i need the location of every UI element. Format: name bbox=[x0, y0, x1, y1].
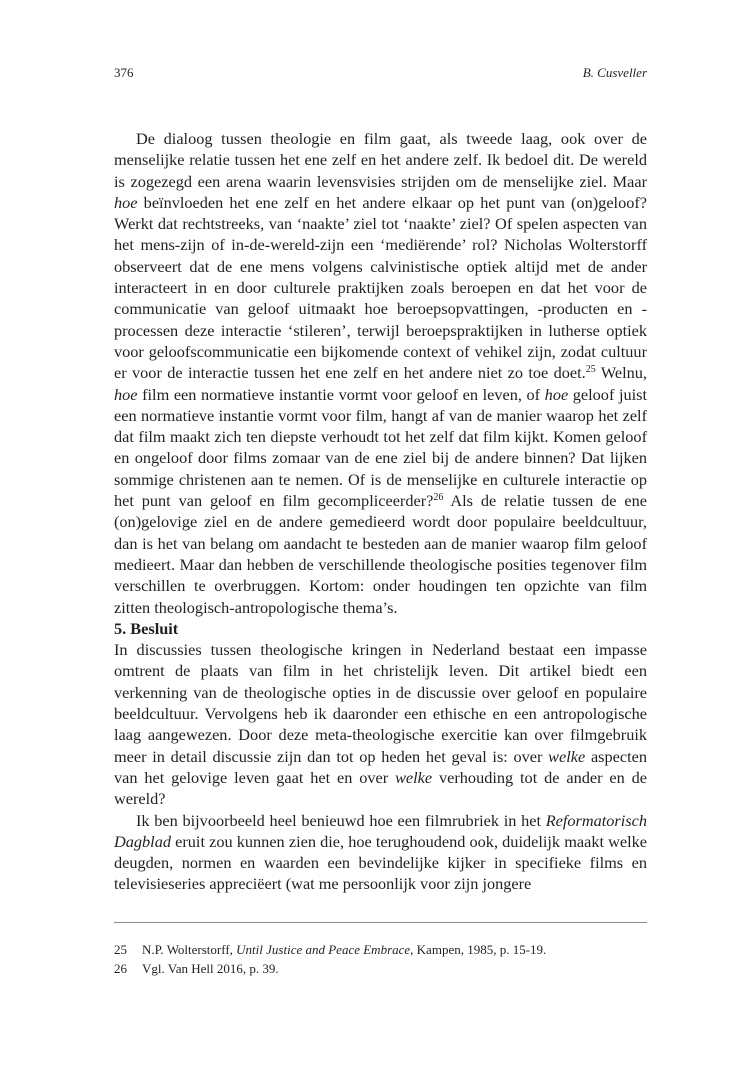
text-run: Welnu, bbox=[595, 363, 647, 383]
footnote-italic-title: Until Justice and Peace Embrace bbox=[236, 942, 411, 957]
running-head-author: B. Cusveller bbox=[582, 65, 647, 80]
text-run: film een normatieve instantie vormt voor geloof en leven, of bbox=[137, 384, 545, 404]
text-run: Als de relatie tussen de ene (on)gelovige ziel en de andere gemedieerd wordt door populaire beeldcultuur, dan is het van belang om aandacht te besteden aan de manier waarop film geloof medieert. Maar dan hebben de verschillende theologische posities tegenover film verschillen te overbruggen. Kortom: onder houdingen ten opzichte van film zitten theologisch-antropologische thema’s. bbox=[114, 491, 647, 617]
italic-emphasis: hoe bbox=[114, 384, 138, 404]
text-run: verhouding tot de ander en de wereld? bbox=[114, 767, 647, 809]
paragraph-besluit bbox=[114, 639, 647, 809]
text-run: aspecten van het gelovige leven gaat het en over bbox=[114, 746, 647, 787]
italic-emphasis: hoe bbox=[544, 384, 569, 404]
footnote-text: , Kampen, 1985, p. 15-19. bbox=[410, 942, 547, 957]
footnote-text: Vgl. Van Hell 2016, p. 39. bbox=[142, 961, 279, 976]
paragraph-dialoog bbox=[114, 128, 647, 618]
italic-emphasis: hoe bbox=[114, 192, 138, 212]
footnote-number: 25 bbox=[114, 942, 127, 957]
section-heading: 5. Besluit bbox=[114, 618, 179, 638]
footnotes bbox=[114, 940, 647, 978]
footnote-ref-25[interactable]: 25 bbox=[585, 364, 596, 376]
footnote-text: N.P. Wolterstorff, bbox=[142, 942, 237, 957]
italic-emphasis: welke bbox=[548, 746, 586, 766]
footnote-26 bbox=[114, 959, 647, 978]
footnote-number: 26 bbox=[114, 961, 127, 976]
footnote-divider bbox=[114, 922, 647, 923]
footnote-25 bbox=[114, 940, 647, 959]
text-run: Ik ben bijvoorbeeld heel benieuwd hoe een filmrubriek in het bbox=[136, 810, 546, 830]
body-text bbox=[114, 128, 647, 895]
paragraph-benieuwd bbox=[114, 810, 647, 895]
text-run: geloof juist een normatieve instantie vormt voor film, hangt af van de manier waarop het zelf dat film maakt zich ten diepste verhoudt tot het zelf dat film kijkt. Komen geloof en ongeloof door films zomaar van de ene ziel bij de andere binnen? Dat lijken sommige christenen aan te nemen. Of is de menselijke en culturele interactie op het punt van geloof en film gecompliceerder? bbox=[114, 384, 647, 511]
text-run: In discussies tussen theologische kringen in Nederland bestaat een impasse omtrent de plaats van film in het christelijk leven. Dit artikel biedt een verkenning van de theologische opties in de discussie over geloof en populaire beeldcultuur. Vervolgens heb ik daaronder een ethische en een antropologische laag aangewezen. Door deze meta-theologische exercitie kan over filmgebruik meer in detail discussie zijn dan tot op heden het geval is: over bbox=[114, 640, 647, 766]
text-run: eruit zou kunnen zien die, hoe terughoudend ook, duidelijk maakt welke deugden, normen en waarden een bevindelijke kijker in specifieke films en televisieseries appreciëert (wat me persoonlijk voor zijn jongere bbox=[114, 831, 647, 894]
italic-emphasis: welke bbox=[395, 767, 433, 787]
text-run: De dialoog tussen theologie en film gaat, als tweede laag, ook over de menselijke relatie tussen het ene zelf en het andere zelf. Ik bedoel dit. De wereld is zogezegd een arena waarin levensvisies strijden om de menselijke ziel. Maar bbox=[114, 129, 647, 191]
text-run: beïnvloeden het ene zelf en het andere elkaar op het punt van (on)geloof? Werkt dat rechtstreeks, van ‘naakte’ ziel tot ‘naakte’ ziel? Of spelen aspecten van het mens-zijn of in-de-wereld-zijn een ‘mediërende’ rol? Nicholas Wolterstorff observeert dat de ene mens volgens calvinistische optiek altijd met de ander interacteert in en door culturele praktijken zoals beroepen en dat het voor de communicatie van geloof uitmaakt hoe beroepsopvattingen, -producten en -processen deze interactie ‘stileren’, terwijl beroepspraktijken in lutherse optiek voor geloofscommunicatie een bijkomende context of vehikel zijn, zodat cultuur er voor de interactie tussen het ene zelf en het andere niet zo toe doet. bbox=[114, 192, 647, 383]
page-number: 376 bbox=[114, 65, 134, 80]
footnote-ref-26[interactable]: 26 bbox=[433, 492, 444, 504]
italic-title: Reformatorisch Dagblad bbox=[114, 810, 647, 851]
